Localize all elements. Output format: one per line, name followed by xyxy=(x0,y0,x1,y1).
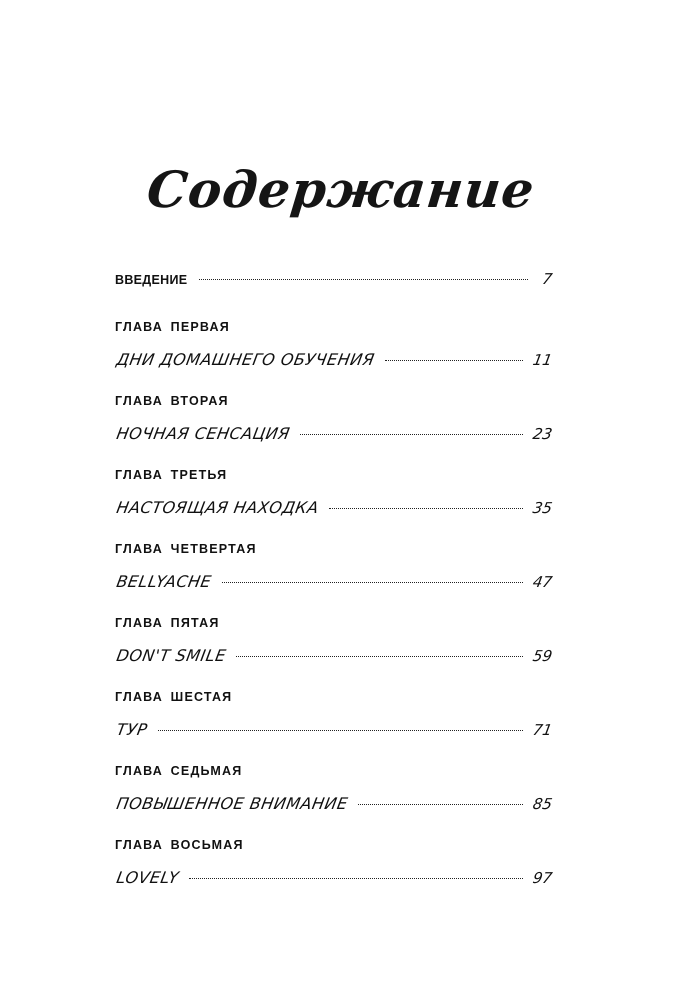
chapter-3 xyxy=(115,468,552,522)
toc-entry xyxy=(115,572,552,596)
page-number: 11 xyxy=(531,351,554,369)
dot-leader xyxy=(189,878,523,879)
chapter-title: НАСТОЯЩАЯ НАХОДКА xyxy=(115,498,321,517)
chapter-2 xyxy=(115,394,552,448)
chapter-label: ГЛАВА ПЕРВАЯ xyxy=(115,320,230,334)
page-number: 35 xyxy=(531,499,554,517)
chapter-1 xyxy=(115,320,552,374)
dot-leader xyxy=(385,360,523,361)
toc-entry-intro xyxy=(115,270,552,294)
toc-entry xyxy=(115,350,552,374)
page-number: 23 xyxy=(531,425,554,443)
dot-leader xyxy=(300,434,523,435)
chapter-title: BELLYACHE xyxy=(115,572,214,591)
page-title: Содержание xyxy=(144,160,538,219)
chapter-label: ГЛАВА СЕДЬМАЯ xyxy=(115,764,243,778)
chapter-label: ГЛАВА ВОСЬМАЯ xyxy=(115,838,244,852)
chapter-6 xyxy=(115,690,552,744)
chapter-5 xyxy=(115,616,552,670)
intro-label: ВВЕДЕНИЕ xyxy=(115,273,188,287)
chapter-title: НОЧНАЯ СЕНСАЦИЯ xyxy=(115,424,292,443)
toc-entry xyxy=(115,424,552,448)
chapter-title: DON'T SMILE xyxy=(115,646,228,665)
chapter-label: ГЛАВА ЧЕТВЕРТАЯ xyxy=(115,542,257,556)
chapter-title: ТУР xyxy=(115,720,150,739)
dot-leader xyxy=(236,656,523,657)
page-number: 97 xyxy=(531,869,554,887)
table-of-contents xyxy=(115,270,552,892)
page-number: 71 xyxy=(531,721,554,739)
chapter-8 xyxy=(115,838,552,892)
chapter-title: LOVELY xyxy=(115,868,181,887)
page-number: 59 xyxy=(531,647,554,665)
chapter-4 xyxy=(115,542,552,596)
page-number: 85 xyxy=(531,795,554,813)
chapter-label: ГЛАВА ПЯТАЯ xyxy=(115,616,220,630)
chapter-label: ГЛАВА ШЕСТАЯ xyxy=(115,690,233,704)
intro-page-number: 7 xyxy=(540,270,554,288)
chapter-7 xyxy=(115,764,552,818)
toc-entry xyxy=(115,720,552,744)
chapter-title: ДНИ ДОМАШНЕГО ОБУЧЕНИЯ xyxy=(115,350,377,369)
chapter-title: ПОВЫШЕННОЕ ВНИМАНИЕ xyxy=(115,794,350,813)
dot-leader xyxy=(199,279,528,280)
dot-leader xyxy=(329,508,523,509)
toc-entry xyxy=(115,794,552,818)
page-number: 47 xyxy=(531,573,554,591)
toc-entry xyxy=(115,646,552,670)
chapter-label: ГЛАВА ВТОРАЯ xyxy=(115,394,229,408)
dot-leader xyxy=(222,582,523,583)
toc-entry xyxy=(115,498,552,522)
dot-leader xyxy=(158,730,523,731)
chapter-label: ГЛАВА ТРЕТЬЯ xyxy=(115,468,228,482)
toc-entry xyxy=(115,868,552,892)
dot-leader xyxy=(358,804,523,805)
